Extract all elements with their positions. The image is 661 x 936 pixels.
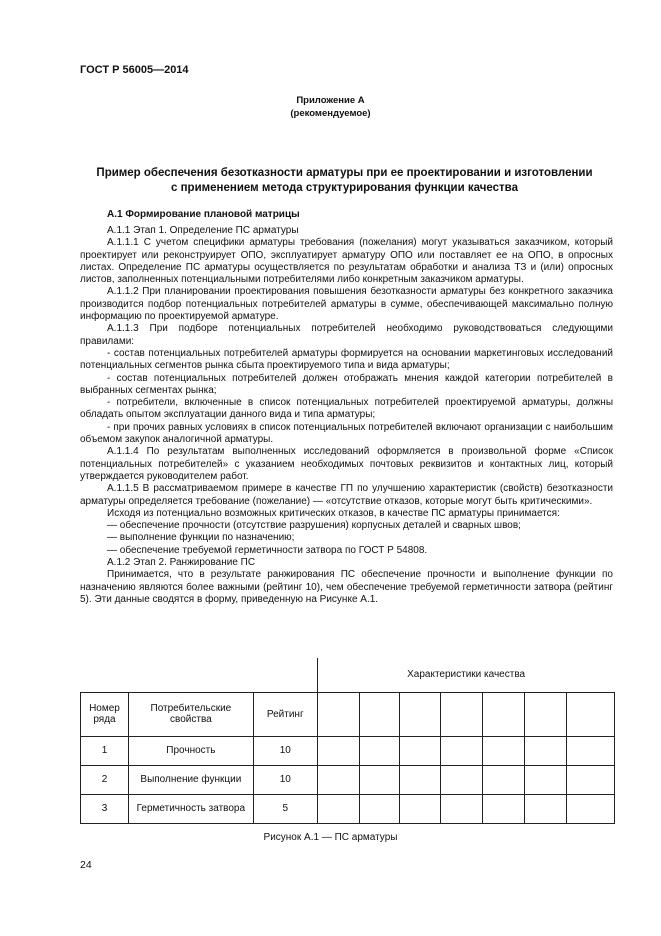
quality-figure [80,658,615,824]
figure-caption: Рисунок А.1 — ПС арматуры [263,832,398,843]
row-property: Выполнение функции [128,765,253,794]
body-text [80,225,613,606]
page-number: 24 [80,859,92,871]
paragraph: Принимается, что в результате ранжирования ПС обеспечение прочности и выполнение функции по назначению являются более важными (рейтинг 10), чем обеспечение требуемой герметичности затвора (рейтинг 5). Эти данные сводятся в форму, приведенную на Рисунке А.1. [80,569,613,605]
row-rating: 10 [253,765,317,794]
list-item: — обеспечение требуемой герметичности затвора по ГОСТ Р 54808. [107,544,428,556]
document-title [72,166,617,196]
row-number: 2 [81,765,129,794]
list-item: - состав потенциальных потребителей должен отображать мнения каждой категории потребителей в выбранных сегментах рынка; [80,372,613,396]
list-item: - при прочих равных условиях в список потенциальных потребителей включают организации с наибольшим объемом закупок аналогичной арматуры. [80,421,613,446]
list-item: — выполнение функции по назначению; [107,532,295,544]
section-heading: А.1 Формирование плановой матрицы [107,209,300,220]
paragraph: А.1.1 Этап 1. Определение ПС арматуры [107,225,299,236]
row-property: Герметичность затвора [128,794,253,823]
title-line-2: с применением метода структурирования функции качества [171,182,518,194]
title-line-1: Пример обеспечения безотказности арматуры при ее проектировании и изготовлении [96,167,593,179]
appendix-label: Приложение А [296,95,365,106]
row-rating: 5 [253,794,317,823]
quality-table [80,658,615,824]
row-number: 3 [81,794,129,823]
row-number: 1 [81,736,129,765]
col-rating-header: Рейтинг [253,692,317,736]
list-item: - состав потенциальных потребителей арматуры формируется на основании маркетинговых исследований потенциальных сегментов рынка сбыта проектируемого типа и вида арматуры; [80,347,613,372]
table-row [81,794,615,823]
col-row-number-header: Номер ряда [81,692,129,736]
quality-characteristics-header: Характеристики качества [317,658,614,692]
paragraph: А.1.1.5 В рассматриваемом примере в качестве ГП по улучшению характеристик (свойств) безотказности арматуры определяется требование (пожелание) — «отсутствие отказов, которые могут быть критическими». [80,483,613,507]
table-row [81,736,615,765]
paragraph: А.1.1.2 При планировании проектирования повышения безотказности арматуры без конкретного заказчика производится подбор потенциальных потребителей арматуры в сумме, обеспечивающей максимально полную информацию по проектируемой арматуре. [80,286,613,323]
paragraph: Исходя из потенциально возможных критических отказов, в качестве ПС арматуры принимается: [107,507,560,519]
paragraph: А.1.1.4 По результатам выполненных исследований оформляется в произвольной форме «Список потенциальных потребителей» с указанием необходимых почтовых реквизитов и контактных лиц, который утверждается руководителем работ. [80,446,613,482]
row-rating: 10 [253,736,317,765]
table-row [81,765,615,794]
appendix-status: (рекомендуемое) [290,108,371,119]
row-property: Прочность [128,736,253,765]
list-item: — обеспечение прочности (отсутствие разрушения) корпусных деталей и сварных швов; [107,520,521,532]
list-item: - потребители, включенные в список потенциальных потребителей проектируемой арматуры, должны обладать опытом эксплуатации данного вида и типа арматуры; [80,397,613,421]
paragraph: А.1.1.1 С учетом специфики арматуры требования (пожелания) могут указываться заказчиком, который проектирует или реконструирует ОПО, эксплуатирует арматуру ОПО или поставляет ее на ОПО, в опросных листах. Определение ПС арматуры осуществляется по результатам обработки и анализа ТЗ и (или) опросных листов, заполненных потенциальными потребителями либо конкретным заказчиком арматуры. [80,237,613,286]
paragraph: А.1.2 Этап 2. Ранжирование ПС [107,557,256,569]
standard-header: ГОСТ Р 56005—2014 [80,64,189,76]
paragraph: А.1.1.3 При подборе потенциальных потребителей необходимо руководствоваться следующими правилами: [80,323,613,347]
col-property-header: Потребительские свойства [128,692,253,736]
appendix-block [0,94,661,120]
